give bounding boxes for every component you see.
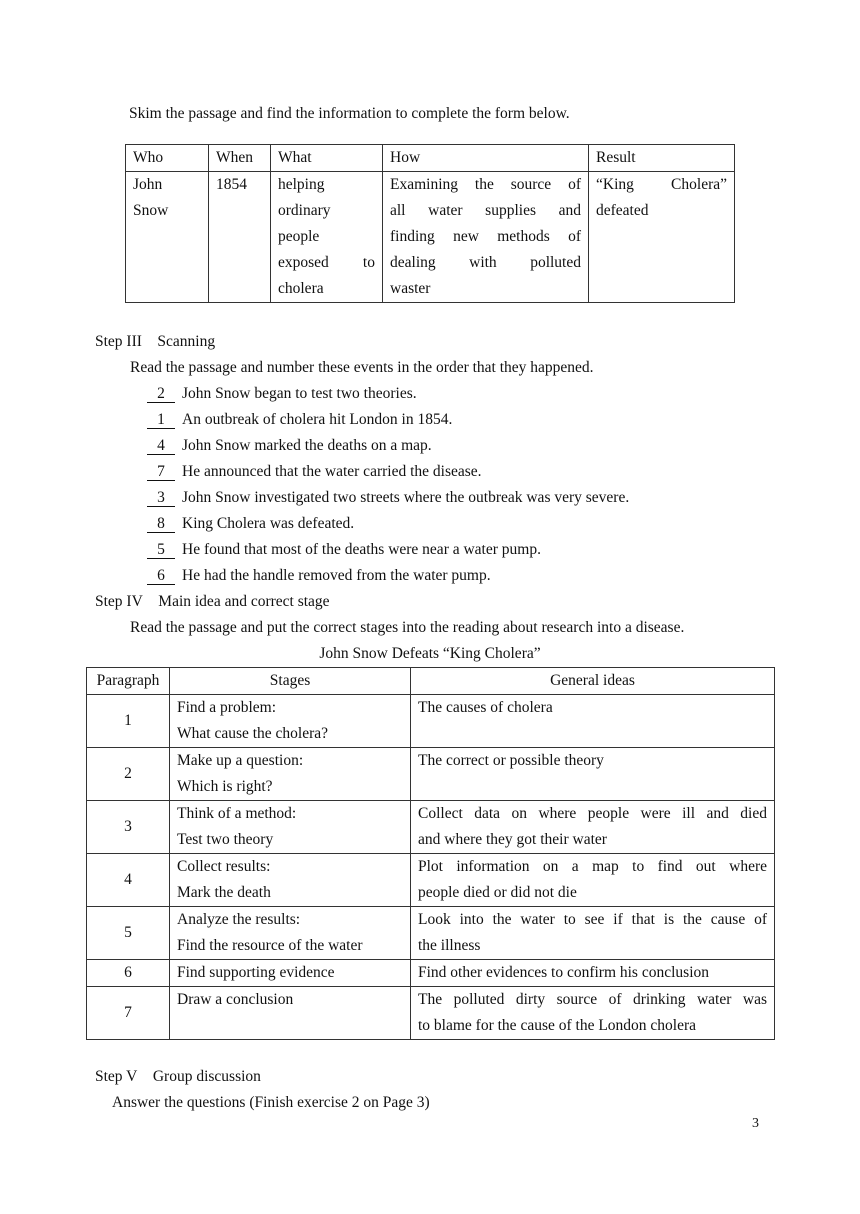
event-item xyxy=(147,488,629,508)
what-line: helping xyxy=(278,176,325,193)
step3-heading: Step III Scanning xyxy=(95,333,216,350)
what-line: cholera xyxy=(278,280,324,297)
form-cell-who xyxy=(126,172,209,303)
event-number: 7 xyxy=(147,463,175,481)
result-line: defeated xyxy=(596,202,649,219)
what-line: ordinary xyxy=(278,202,331,219)
idea-line: The correct or possible theory xyxy=(418,752,604,769)
event-number: 2 xyxy=(147,385,175,403)
paragraph-number: 5 xyxy=(87,907,170,960)
idea-line: Plot information on a map to find out where xyxy=(418,858,767,875)
event-number: 3 xyxy=(147,489,175,507)
idea-cell xyxy=(411,854,775,907)
form-header-result: Result xyxy=(589,145,735,172)
idea-line: The polluted dirty source of drinking water was xyxy=(418,991,767,1008)
skim-instruction: Skim the passage and find the information to complete the form below. xyxy=(129,105,570,122)
event-text: He announced that the water carried the disease. xyxy=(182,463,482,480)
stage-line: Analyze the results: xyxy=(177,911,301,928)
event-item xyxy=(147,540,541,560)
idea-cell xyxy=(411,907,775,960)
event-text: He found that most of the deaths were near a water pump. xyxy=(182,541,541,558)
stage-cell xyxy=(170,748,411,801)
idea-cell xyxy=(411,960,775,987)
step5-heading: Step V Group discussion xyxy=(95,1068,261,1085)
event-number: 6 xyxy=(147,567,175,585)
idea-cell xyxy=(411,987,775,1040)
form-header-what: What xyxy=(271,145,383,172)
table-title: John Snow Defeats “King Cholera” xyxy=(319,645,541,662)
paragraph-number: 3 xyxy=(87,801,170,854)
form-cell-when: 1854 xyxy=(209,172,271,303)
stage-line: Find a problem: xyxy=(177,699,277,716)
page-number: 3 xyxy=(752,1116,759,1131)
stage-line: Test two theory xyxy=(177,831,274,848)
paragraph-number: 1 xyxy=(87,695,170,748)
what-line: exposed to xyxy=(278,254,375,271)
stages-table xyxy=(86,667,775,1040)
step5-instruction: Answer the questions (Finish exercise 2 on Page 3) xyxy=(112,1094,430,1111)
idea-cell xyxy=(411,695,775,748)
idea-cell xyxy=(411,801,775,854)
event-text: King Cholera was defeated. xyxy=(182,515,355,532)
form-header-how: How xyxy=(383,145,589,172)
event-item xyxy=(147,410,452,430)
paragraph-number: 6 xyxy=(87,960,170,987)
event-text: An outbreak of cholera hit London in 1854. xyxy=(182,411,453,428)
what-line: people xyxy=(278,228,320,245)
stage-line: Which is right? xyxy=(177,778,273,795)
how-line: waster xyxy=(390,280,431,297)
how-line: Examining the source of xyxy=(390,176,581,193)
stage-cell xyxy=(170,854,411,907)
idea-line: the illness xyxy=(418,937,481,954)
stage-line: What cause the cholera? xyxy=(177,725,329,742)
event-text: John Snow began to test two theories. xyxy=(182,385,417,402)
event-text: John Snow investigated two streets where the outbreak was very severe. xyxy=(182,489,630,506)
event-number: 4 xyxy=(147,437,175,455)
paragraph-number: 7 xyxy=(87,987,170,1040)
who-line: John xyxy=(133,176,163,193)
event-item xyxy=(147,514,354,534)
form-cell-how xyxy=(383,172,589,303)
stage-cell xyxy=(170,695,411,748)
stage-line: Collect results: xyxy=(177,858,271,875)
event-number: 8 xyxy=(147,515,175,533)
idea-line: people died or did not die xyxy=(418,884,577,901)
paragraph-number: 2 xyxy=(87,748,170,801)
form-header-when: When xyxy=(209,145,271,172)
info-form-table xyxy=(125,144,735,303)
stage-line: Find supporting evidence xyxy=(177,964,335,981)
stage-cell xyxy=(170,960,411,987)
form-header-who: Who xyxy=(126,145,209,172)
event-number: 5 xyxy=(147,541,175,559)
result-line: “King Cholera” xyxy=(596,176,727,193)
form-cell-result xyxy=(589,172,735,303)
stage-cell xyxy=(170,801,411,854)
step4-instruction: Read the passage and put the correct stages into the reading about research into a disease. xyxy=(130,619,685,636)
event-item xyxy=(147,436,432,456)
event-item xyxy=(147,566,491,586)
idea-line: Collect data on where people were ill and died xyxy=(418,805,767,822)
who-line: Snow xyxy=(133,202,169,219)
event-item xyxy=(147,384,417,404)
event-text: He had the handle removed from the water pump. xyxy=(182,567,491,584)
idea-line: to blame for the cause of the London cholera xyxy=(418,1017,697,1034)
stage-line: Find the resource of the water xyxy=(177,937,363,954)
how-line: finding new methods of xyxy=(390,228,581,245)
paragraph-number: 4 xyxy=(87,854,170,907)
step3-instruction: Read the passage and number these events in the order that they happened. xyxy=(130,359,594,376)
event-number: 1 xyxy=(147,411,175,429)
idea-line: Look into the water to see if that is the cause of xyxy=(418,911,767,928)
idea-line: The causes of cholera xyxy=(418,699,553,716)
step4-heading: Step IV Main idea and correct stage xyxy=(95,593,330,610)
stage-cell xyxy=(170,987,411,1040)
stages-header-paragraph: Paragraph xyxy=(87,668,170,695)
stage-line: Make up a question: xyxy=(177,752,304,769)
stages-header-stages: Stages xyxy=(170,668,411,695)
stage-line: Mark the death xyxy=(177,884,271,901)
stages-header-ideas: General ideas xyxy=(411,668,775,695)
idea-line: and where they got their water xyxy=(418,831,607,848)
event-item xyxy=(147,462,482,482)
stage-line: Draw a conclusion xyxy=(177,991,294,1008)
how-line: all water supplies and xyxy=(390,202,581,219)
how-line: dealing with polluted xyxy=(390,254,581,271)
event-text: John Snow marked the deaths on a map. xyxy=(182,437,432,454)
idea-cell xyxy=(411,748,775,801)
idea-line: Find other evidences to confirm his conclusion xyxy=(418,964,709,981)
stage-cell xyxy=(170,907,411,960)
stage-line: Think of a method: xyxy=(177,805,297,822)
form-cell-what xyxy=(271,172,383,303)
